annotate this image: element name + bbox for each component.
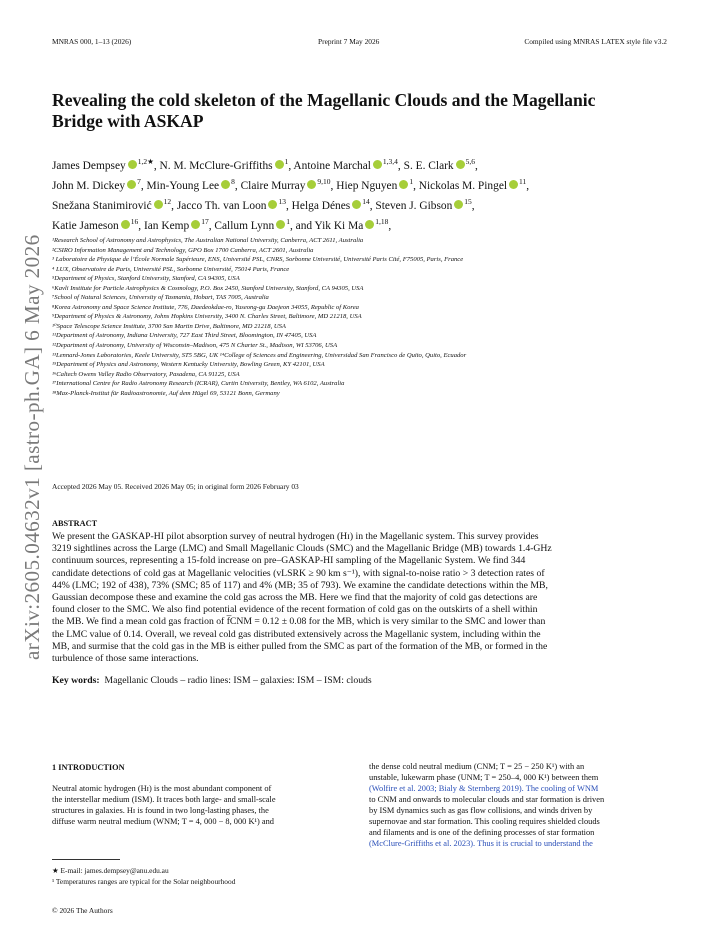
affiliation: ⁹Department of Physics & Astronomy, Johns Hopkins University, 3400 N. Charles Street, Baltimore, MD 21218, USA [52,313,362,321]
body-line: unstable, lukewarm phase (UNM; T = 250–4, 000 K¹) between them [369,773,599,782]
style-file-note: Compiled using MNRAS LATEX style file v3.2 [524,37,667,46]
title-line: Revealing the cold skeleton of the Magellanic Clouds and the Magellanic [52,90,596,110]
author-name: Helga Dénes [291,199,351,212]
affiliation: ¹⁷International Centre for Radio Astronomy Research (ICRAR), Curtin University, Bentley, WA 6102, Australia [52,380,345,388]
author-name: James Dempsey [52,159,126,172]
affiliation: ⁷School of Natural Sciences, University of Tasmania, Hobart, TAS 7005, Australia [52,294,269,302]
orcid-icon[interactable] [127,180,136,189]
author [159,157,289,172]
author-affiliation-marker: 1,18 [375,217,389,226]
orcid-icon[interactable] [399,180,408,189]
body-line: by ISM dynamics such as gas flow collisions, and winds driven by [369,806,593,815]
author-list: James Dempsey $^{1,2★}$, N. M. McClure-Griffiths $^1$, Antoine Marchal $^{1,3,4}$, S. E. Clark $^{5,6}$, John M. Dickey $^7$, Min-Young Lee $^8$, Claire Murray $^{9,10}$, Hiep Nguyen $^1$, Nickolas M. Pingel $^{11}$, Snežana Stanimirović $^{12}$, Jacco Th. van Loon $^{13}$, Helga Dénes $^{14}$, Steven J. Gibson $^{15}$, Katie Jameson $^{16}$, Ian Kemp $^{17}$, Callum Lynn $^1$, and Yik Ki Ma $^{1,18}$, [52,157,530,232]
orcid-icon[interactable] [456,160,465,169]
affiliation: ¹⁰Space Telescope Science Institute, 3700 San Martin Drive, Baltimore, MD 21218, USA [52,322,286,330]
orcid-icon[interactable] [121,220,130,229]
orcid-icon[interactable] [307,180,316,189]
body-line: structures in galaxies. Hɪ is found in two long-lasting phases, the [52,806,269,815]
abstract-line: continuum sources, representing a 15-fold increase on pre–GASKAP-HI sampling of the Magellanic System. We find 344 [52,555,526,567]
author [403,157,475,172]
keywords-label: Key words: [52,675,100,686]
author-name: John M. Dickey [52,179,126,192]
author-affiliation-marker: 5,6 [465,157,475,166]
affiliation: ¹⁸Max-Planck-Institut für Radioastronomie, Auf dem Hügel 69, 53121 Bonn, Germany [52,389,280,397]
orcid-icon[interactable] [352,200,361,209]
footnote-rule [52,859,120,860]
orcid-icon[interactable] [373,160,382,169]
author-name: Callum Lynn [214,219,275,232]
orcid-icon[interactable] [275,160,284,169]
author-affiliation-marker: 15 [464,197,472,206]
author [176,197,286,212]
affiliation: ¹Research School of Astronomy and Astrophysics, The Australian National University, Canberra, ACT 2611, Australia [52,237,364,244]
author-affiliation-marker: 11 [519,177,527,186]
author [240,177,331,192]
orcid-icon[interactable] [454,200,463,209]
affiliation: ⁵Department of Physics, Stanford University, Stanford, CA 94305, USA [52,275,240,283]
author-affiliation-marker: 1 [409,177,414,186]
author-affiliation-marker: 16 [130,217,139,226]
affiliation: ¹³Lennard-Jones Laboratories, Keele University, ST5 5BG, UK ¹⁴College of Sciences and Engineering, Universidad San Francisco de Quito, Quito, Ecuador [52,351,467,359]
author [336,177,414,192]
author-name: N. M. McClure-Griffiths [159,159,273,172]
author [52,217,139,232]
body-line: diffuse warm neutral medium (WNM; T = 4, 000 − 8, 000 K¹) and [52,817,274,826]
author [52,197,172,212]
author [291,197,370,212]
affiliation: ³ Laboratoire de Physique de l’École Normale Supérieure, ENS, Université PSL, CNRS, Sorbonne Université, Université Paris Cité, F75005, Paris, France [52,256,464,264]
body-line: Neutral atomic hydrogen (Hɪ) is the most abundant component of [52,784,272,793]
orcid-icon[interactable] [154,200,163,209]
author-affiliation-marker: 12 [163,197,172,206]
author-name: Snežana Stanimirović [52,199,152,212]
author-name: Hiep Nguyen [336,179,398,192]
body-line: to CNM and onwards to molecular clouds and star formation is driven [369,795,605,804]
affiliation: ¹⁶Caltech Owens Valley Radio Observatory, Pasadena, CA 91125, USA [52,370,240,378]
author-name: Jacco Th. van Loon [176,199,267,212]
author-name: Min-Young Lee [146,179,220,192]
arxiv-stamp: arXiv:2605.04632v1 [astro-ph.GA] 6 May 2026 [20,234,44,660]
footnote: ★ E-mail: james.dempsey@anu.edu.au [52,866,169,875]
author-affiliation-marker: 1,2★ [137,157,154,166]
author-affiliation-marker: 13 [278,197,286,206]
preprint-date: Preprint 7 May 2026 [318,37,380,46]
author [52,157,154,172]
copyright: © 2026 The Authors [52,906,113,915]
affiliation: ²CSIRO Information Management and Technology, GPO Box 1700 Canberra, ACT 2601, Australia [52,246,314,254]
author [314,217,389,232]
affiliation: ¹⁵Department of Physics and Astronomy, Western Kentucky University, Bowling Green, KY 42101, USA [52,361,325,369]
abstract-line: 3219 sightlines across the Large (LMC) and Small Magellanic Clouds (SMC) and the Magellanic Bridge (MB) towards 1.4-GHz [52,543,552,555]
abstract-heading: ABSTRACT [52,519,98,528]
body-line: the dense cold neutral medium (CNM; T = 25 − 250 K¹) with an [369,762,585,771]
body-line: and filaments and is one of the defining processes of star formation [369,828,595,837]
footnote: ¹ Temperatures ranges are typical for the Solar neighbourhood [52,877,236,886]
affiliation: ⁶Kavli Institute for Particle Astrophysics & Cosmology, P.O. Box 2450, Stanford University, Stanford, CA 94305, USA [52,284,364,292]
orcid-icon[interactable] [365,220,374,229]
abstract-line: MB, and surmise that the cold gas in the MB is either pulled from the SMC as part of the formation of the MB, or formed in the [52,640,548,652]
author [52,177,141,192]
affiliation: ⁴ LUX, Observatoire de Paris, Université PSL, Sorbonne Université, 75014 Paris, France [52,265,290,273]
accepted-line: Accepted 2026 May 05. Received 2026 May 05; in original form 2026 February 03 [52,482,299,491]
abstract-line: the LMC value of 0.14. Overall, we reveal cold gas distributed extensively across the Magellanic system, including within the [52,628,541,640]
author-name: Katie Jameson [52,219,119,232]
abstract-line: Gaussian decompose these and examine the cold gas across the MB. Here we find that the majority of cold gas detections are [52,592,538,603]
author-name: Nickolas M. Pingel [418,179,508,192]
affiliation: ⁸Korea Astronomy and Space Science Institute, 776, Daedeokdae-ro, Yuseong-gu Daejeon 34055, Republic of Korea [52,303,359,311]
affiliation-list [52,236,692,398]
author-affiliation-marker: 1 [284,157,289,166]
author-name: Ian Kemp [143,219,190,232]
author-name: Yik Ki Ma [314,219,364,232]
author [293,157,398,172]
author-affiliation-marker: 8 [231,177,235,186]
section-heading: 1 INTRODUCTION [52,763,125,772]
author-affiliation-marker: 1 [286,217,290,226]
abstract-line: the MB. We find a mean cold gas fraction of f̅CNM = 0.12 ± 0.08 for the MB, which is very similar to the SMC and lower than [52,616,546,628]
author-name: Antoine Marchal [293,159,371,172]
title-line: Bridge with ASKAP [52,111,204,131]
author-name: Claire Murray [240,179,306,192]
body-line: the interstellar medium (ISM). It traces both large- and small-scale [52,795,276,804]
body-line: (McClure-Griffiths et al. 2023). Thus it is crucial to understand the [369,839,593,848]
body-line: supernovae and star formation. This cooling requires shielded clouds [369,817,600,826]
abstract-line: found closer to the SMC. We also find potential evidence of the recent formation of cold gas on the outskirts of a shell within [52,604,538,616]
abstract-line: candidate detections of cold gas at Magellanic velocities (vLSRK ≥ 90 km s⁻¹), with signal-to-noise ratio > 3 detection rates of [52,567,545,579]
keywords-text: Magellanic Clouds – radio lines: ISM – galaxies: ISM – ISM: clouds [104,675,372,686]
author-affiliation-marker: 1,3,4 [382,157,398,166]
abstract-line: 44% (LMC; 192 of 438), 73% (SMC; 85 of 117) and 4% (MB; 35 of 793). We examine the candidate detections within the MB, [52,579,548,591]
author-affiliation-marker: 7 [137,177,141,186]
author [146,177,235,192]
author [375,197,472,212]
paper-title [52,90,662,132]
body-line: (Wolfire et al. 2003; Bialy & Sternberg 2019). The cooling of WNM [369,784,599,793]
author-name: S. E. Clark [403,159,454,172]
orcid-icon[interactable] [221,180,230,189]
affiliation: ¹²Department of Astronomy, University of Wisconsin–Madison, 475 N Charter St., Madison, WI 53706, USA [52,342,338,350]
abstract-line: We present the GASKAP-HI pilot absorption survey of neutral hydrogen (Hɪ) in the Magellanic system. This survey provides [52,531,539,542]
orcid-icon[interactable] [191,220,200,229]
author [214,217,290,232]
author [143,217,209,232]
orcid-icon[interactable] [509,180,518,189]
author-affiliation-marker: 9,10 [317,177,331,186]
orcid-icon[interactable] [128,160,137,169]
affiliation: ¹¹Department of Astronomy, Indiana University, 727 East Third Street, Bloomington, IN 47405, USA [52,332,317,340]
orcid-icon[interactable] [268,200,277,209]
author-affiliation-marker: 17 [201,217,209,226]
author-name: Steven J. Gibson [375,199,453,212]
author [418,177,527,192]
keywords [52,675,372,686]
author-affiliation-marker: 14 [362,197,370,206]
abstract-line: turbulence of those same interactions. [52,653,199,664]
journal-header: MNRAS 000, 1–13 (2026) [52,37,132,46]
orcid-icon[interactable] [276,220,285,229]
